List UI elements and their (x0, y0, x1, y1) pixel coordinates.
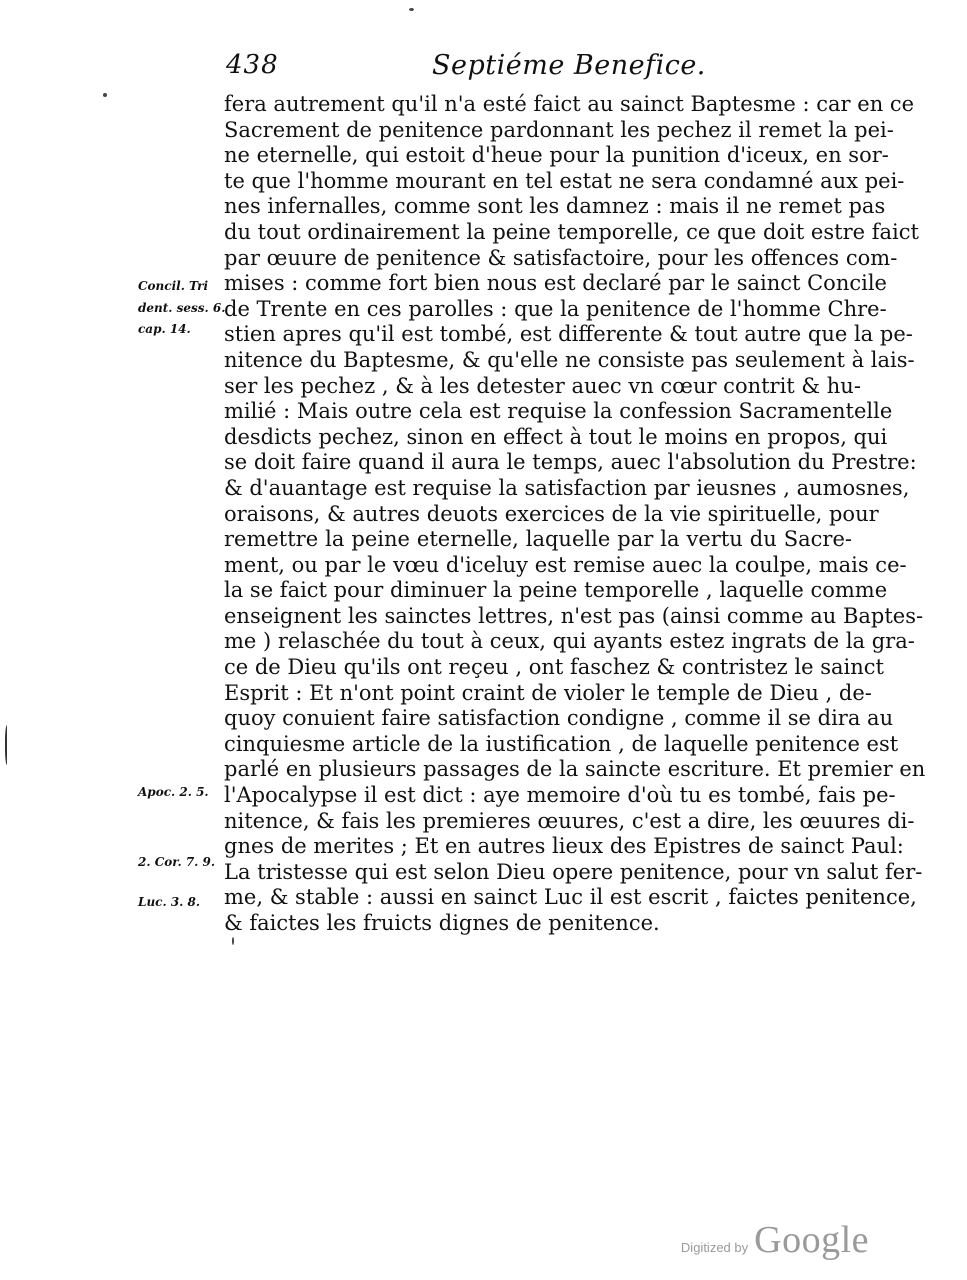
text-line: la se faict pour diminuer la peine temporelle , laquelle comme (224, 578, 888, 603)
page-edge-mark (5, 725, 10, 765)
text-line: desdicts pechez, sinon en effect à tout le moins en propos, qui (224, 424, 888, 449)
text-line: & faictes les fruicts dignes de penitence. (224, 911, 660, 935)
margin-note-apoc: Apoc. 2. 5. (138, 785, 209, 799)
text-line: La tristesse qui est selon Dieu opere penitence, pour vn salut fer- (224, 859, 923, 884)
text-line: & d'auantage est requise la satisfaction par ieusnes , aumosnes, (224, 475, 910, 500)
margin-note-luc: Luc. 3. 8. (138, 895, 201, 909)
text-line: fera autrement qu'il n'a esté faict au sainct Baptesme : car en ce (224, 92, 915, 116)
watermark-prefix: Digitized by (680, 1240, 749, 1255)
text-line: du tout ordinairement la peine temporelle, ce que doit estre faict (224, 219, 919, 244)
text-line: te que l'homme mourant en tel estat ne sera condamné aux pei- (224, 168, 905, 193)
margin-note-line: Concil. Tri (138, 279, 208, 293)
text-line: nitence, & fais les premieres œuures, c'est a dire, les œuures di- (224, 808, 915, 833)
margin-note-line: dent. sess. 6. (138, 300, 226, 315)
ink-speck (409, 8, 414, 11)
body-text (224, 92, 926, 937)
page-number: 438 (226, 50, 279, 80)
text-line: remettre la peine eternelle, laquelle par la vertu du Sacre- (224, 527, 852, 552)
ink-speck (232, 937, 234, 945)
margin-note-concil (138, 274, 226, 343)
text-line: ser les pechez , & à les detester auec vn cœur contrit & hu- (224, 373, 861, 398)
text-line: l'Apocalypse il est dict : aye memoire d'où tu es tombé, fais pe- (224, 783, 896, 808)
text-line: Esprit : Et n'ont point craint de violer le temple de Dieu , de- (224, 680, 872, 705)
text-line: me ) relaschée du tout à ceux, qui ayants estez ingrats de la gra- (224, 629, 915, 654)
text-line: se doit faire quand il aura le temps, auec l'absolution du Prestre: (224, 450, 917, 475)
google-logo: Google (754, 1219, 869, 1261)
text-line: de Trente en ces parolles : que la penitence de l'homme Chre- (224, 296, 887, 321)
ink-speck (103, 93, 107, 97)
text-line: parlé en plusieurs passages de la saincte escriture. Et premier en (224, 757, 926, 782)
margin-note-cor: 2. Cor. 7. 9. (138, 855, 216, 869)
text-line: quoy conuient faire satisfaction condigne , comme il se dira au (224, 706, 894, 731)
text-line: enseignent les sainctes lettres, n'est pas (ainsi comme au Baptes- (224, 603, 924, 628)
text-line: stien apres qu'il est tombé, est differente & tout autre que la pe- (224, 322, 913, 347)
text-line: milié : Mais outre cela est requise la confession Sacramentelle (224, 399, 893, 424)
text-line: ment, ou par le vœu d'iceluy est remise auec la coulpe, mais ce- (224, 552, 907, 577)
text-line: ce de Dieu qu'ils ont reçeu , ont faschez & contristez le sainct (224, 655, 884, 680)
digitized-watermark (681, 1218, 869, 1262)
text-line: mises : comme fort bien nous est declaré par le sainct Concile (224, 271, 887, 296)
text-line: oraisons, & autres deuots exercices de la vie spirituelle, pour (224, 501, 879, 526)
text-line: ne eternelle, qui estoit d'heue pour la punition d'iceux, en sor- (224, 143, 889, 168)
text-line: nitence du Baptesme, & qu'elle ne consiste pas seulement à lais- (224, 347, 915, 372)
running-title: Septiéme Benefice. (432, 50, 706, 81)
text-line: me, & stable : aussi en sainct Luc il est escrit , faictes penitence, (224, 885, 917, 910)
text-line: Sacrement de penitence pardonnant les pechez il remet la pei- (224, 117, 894, 142)
text-line: nes infernalles, comme sont les damnez : mais il ne remet pas (224, 194, 886, 219)
margin-note-line: cap. 14. (138, 322, 191, 337)
text-line: cinquiesme article de la iustification , de laquelle penitence est (224, 731, 899, 756)
text-line: gnes de merites ; Et en autres lieux des Epistres de sainct Paul: (224, 834, 904, 859)
text-line: par œuure de penitence & satisfactoire, pour les offences com- (224, 245, 898, 270)
